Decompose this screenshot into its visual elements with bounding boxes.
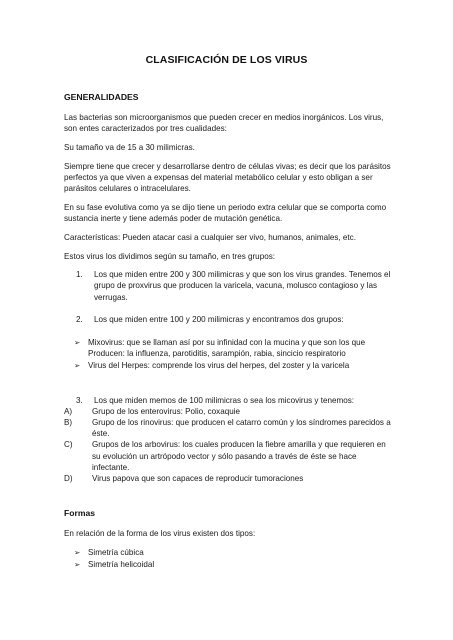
list-item-text: Grupo de los enterovirus: Polio, coxaquie: [92, 406, 241, 416]
list-item: [64, 417, 394, 439]
list-item-text: Simetría helicoidal: [88, 560, 155, 570]
list-item-text: Los que miden memos de 100 milimicras o sea los micovirus y tenemos:: [94, 395, 355, 405]
list-item: [64, 337, 394, 359]
group2-bullet-list: [64, 337, 394, 372]
list-marker: A): [64, 406, 73, 416]
list-item: [64, 360, 394, 371]
list-item-text: Los que miden entre 200 y 300 milimicras y que son los virus grandes. Tenemos el grupo de proxvirus que producen la varicela, vacuna, molusco contagioso y las verrugas.: [94, 270, 391, 302]
list-marker: 2.: [76, 314, 83, 324]
list-item: [64, 439, 394, 473]
section-heading-generalidades: GENERALIDADES: [64, 92, 139, 102]
paragraph: En relación de la forma de los virus existen dos tipos:: [64, 529, 256, 539]
forms-bullet-list: [64, 547, 394, 570]
paragraph: En su fase evolutiva como ya se dijo tiene un periodo extra celular que se comporta como sustancia inerte y tiene además poder de mutación genética.: [64, 202, 387, 224]
list-item-text: Mixovirus: que se llaman así por su infinidad con la mucina y que son los que Producen: la influenza, parotiditis, sarampión, rabia, sincicio respiratorio: [88, 338, 366, 359]
paragraph: Su tamaño va de 15 a 30 milimicras.: [64, 143, 195, 153]
list-item-text: Los que miden entre 100 y 200 milimicras y encontramos dos grupos:: [94, 314, 344, 324]
list-marker: D): [64, 474, 73, 484]
list-item-text: Grupos de los arbovirus: los cuales producen la fiebre amarilla y que requieren en su evolución un artrópodo vector y sólo pasando a través de éste se hace infectante.: [92, 440, 386, 472]
paragraph: Siempre tiene que crecer y desarrollarse dentro de células vivas; es decir que los parásitos perfectos ya que viven a expensas del material metabólico celular y esto obligan a ser parásitos celulares o intracelulares.: [64, 161, 391, 194]
paragraph: Estos virus los dividimos según su tamaño, en tres grupos:: [64, 251, 275, 261]
list-marker: 1.: [76, 270, 83, 280]
list-marker: B): [64, 418, 73, 428]
paragraph: Características: Pueden atacar casi a cualquier ser vivo, humanos, animales, etc.: [64, 232, 356, 242]
arrow-bullet-icon: ➢: [74, 338, 81, 348]
list-item: [64, 473, 394, 484]
document-title: CLASIFICACIÓN DE LOS VIRUS: [145, 54, 308, 66]
list-item-text: Virus del Herpes: comprende los virus del herpes, del zoster y la varicela: [88, 361, 350, 371]
list-item: [64, 406, 394, 417]
size-groups-list: [64, 269, 394, 325]
list-item: [64, 269, 394, 303]
list-item-text: Simetría cúbica: [88, 548, 144, 558]
list-item-text: Grupo de los rinovirus: que producen el catarro común y los síndromes parecidos a éste.: [92, 418, 391, 439]
group3-subgroups-list: [64, 406, 394, 484]
list-marker: 3.: [76, 395, 83, 405]
list-item: [64, 547, 394, 558]
arrow-bullet-icon: ➢: [74, 361, 81, 371]
list-item: [64, 395, 394, 406]
list-item: [64, 559, 394, 570]
list-marker: C): [64, 440, 73, 450]
paragraph: Las bacterias son microorganismos que pueden crecer en medios inorgánicos. Los virus, son entes caracterizados por tres cualidades:: [64, 113, 384, 134]
section-heading-formas: Formas: [64, 508, 96, 519]
arrow-bullet-icon: ➢: [74, 560, 81, 570]
document-body: [64, 92, 394, 572]
list-item-text: Virus papova que son capaces de reproducir tumoraciones: [92, 474, 304, 484]
list-item: [64, 314, 394, 325]
arrow-bullet-icon: ➢: [74, 548, 81, 558]
